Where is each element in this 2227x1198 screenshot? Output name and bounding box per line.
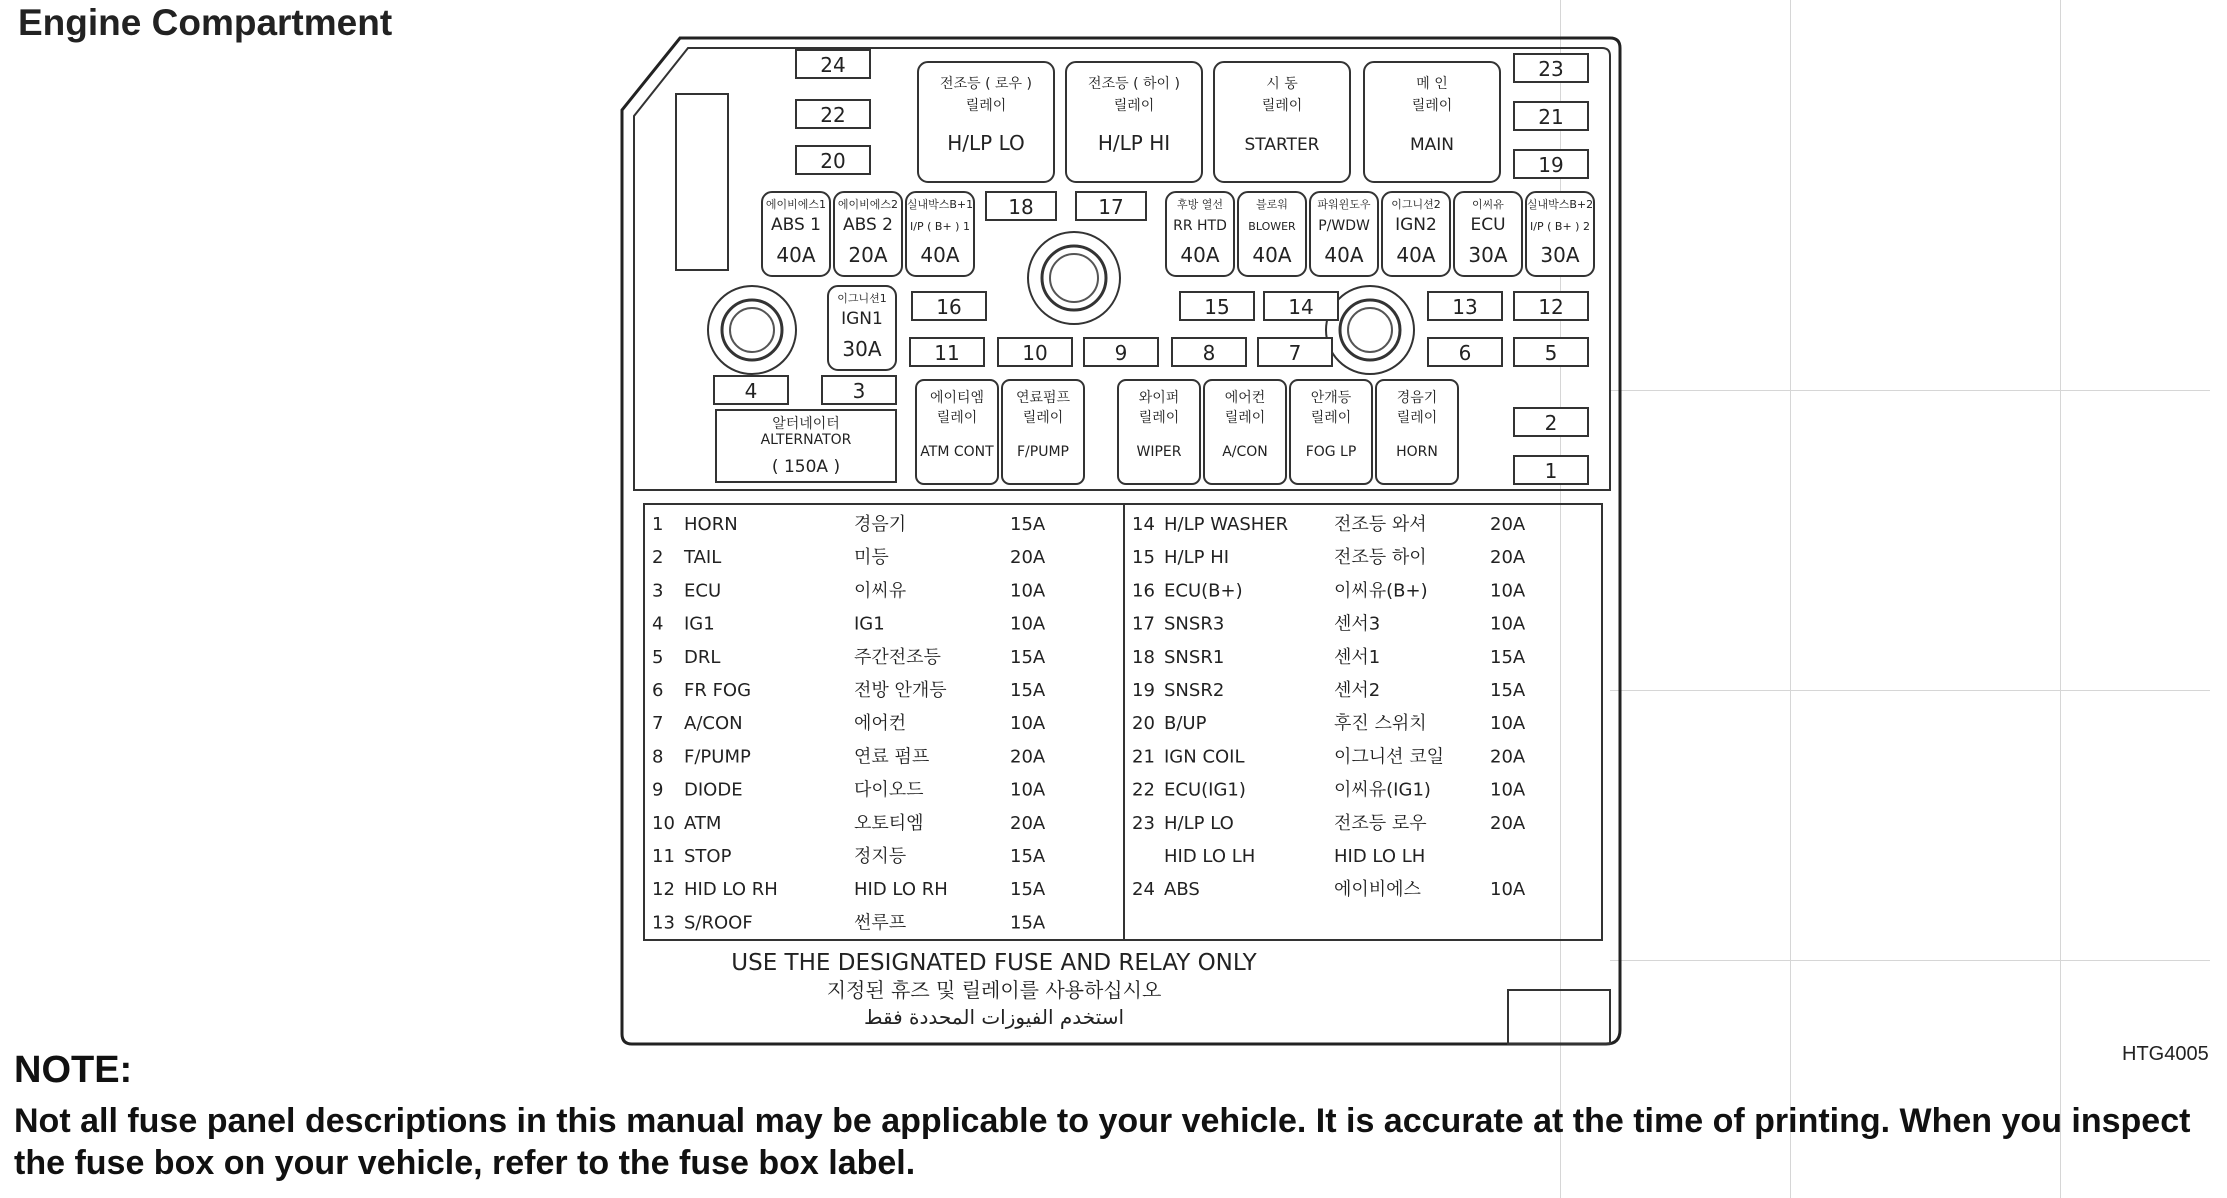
svg-text:WIPER: WIPER bbox=[1136, 444, 1182, 460]
svg-text:7: 7 bbox=[1288, 341, 1302, 365]
fuse-rating: 10A bbox=[1490, 713, 1526, 735]
slot-16 bbox=[912, 292, 986, 320]
svg-text:FOG LP: FOG LP bbox=[1305, 444, 1357, 460]
svg-text:40A: 40A bbox=[776, 243, 816, 267]
svg-text:20A: 20A bbox=[848, 243, 888, 267]
table-row bbox=[652, 514, 1046, 535]
svg-text:18: 18 bbox=[1008, 195, 1034, 219]
table-row bbox=[1132, 780, 1526, 801]
table-row bbox=[652, 614, 1046, 635]
svg-text:블로워: 블로워 bbox=[1256, 198, 1288, 211]
svg-text:P/WDW: P/WDW bbox=[1318, 218, 1370, 234]
table-row bbox=[1132, 680, 1526, 701]
fuse-name: DRL bbox=[684, 646, 721, 668]
table-row bbox=[1132, 712, 1526, 734]
fuse-name-korean: 미등 bbox=[854, 547, 889, 569]
svg-text:19: 19 bbox=[1538, 153, 1564, 177]
fuse-name-korean: 썬루프 bbox=[854, 912, 907, 934]
svg-text:릴레이: 릴레이 bbox=[1396, 410, 1438, 426]
slot-11 bbox=[910, 338, 984, 366]
table-row bbox=[652, 580, 1046, 601]
slot-12 bbox=[1514, 292, 1588, 320]
svg-text:H/LP LO: H/LP LO bbox=[947, 131, 1025, 155]
page-title: Engine Compartment bbox=[18, 2, 393, 43]
svg-text:릴레이: 릴레이 bbox=[965, 98, 1007, 114]
svg-text:23: 23 bbox=[1538, 57, 1564, 81]
fuse-name: H/LP LO bbox=[1164, 812, 1234, 834]
slot-20 bbox=[796, 146, 870, 174]
fusible-ign1 bbox=[828, 286, 896, 370]
svg-text:40A: 40A bbox=[1396, 243, 1436, 267]
table-row bbox=[1132, 614, 1526, 635]
fuse-number: 9 bbox=[652, 779, 664, 801]
svg-text:14: 14 bbox=[1288, 295, 1314, 319]
table-row bbox=[652, 912, 1046, 933]
svg-text:A/CON: A/CON bbox=[1222, 444, 1268, 460]
slot-5 bbox=[1514, 338, 1588, 366]
fuse-number: 13 bbox=[652, 912, 675, 934]
fuse-number: 21 bbox=[1132, 746, 1155, 768]
svg-text:실내박스B+2: 실내박스B+2 bbox=[1526, 198, 1594, 211]
fuse-name-korean: 센서2 bbox=[1334, 680, 1381, 701]
ghost-line bbox=[1610, 960, 2210, 961]
slot-6 bbox=[1428, 338, 1502, 366]
svg-text:릴레이: 릴레이 bbox=[936, 410, 978, 426]
fuse-number: 12 bbox=[652, 879, 675, 901]
svg-text:I/P ( B+ ) 1: I/P ( B+ ) 1 bbox=[910, 220, 970, 233]
svg-text:30A: 30A bbox=[1540, 243, 1580, 267]
slot-23 bbox=[1514, 54, 1588, 82]
fuse-name: ECU(B+) bbox=[1164, 580, 1243, 602]
svg-text:5: 5 bbox=[1544, 341, 1558, 365]
fusible-pwdw bbox=[1310, 192, 1378, 276]
fuse-number: 14 bbox=[1132, 514, 1155, 535]
bolt-terminal bbox=[1326, 286, 1414, 374]
fusible-ip-b2 bbox=[1526, 192, 1594, 276]
svg-text:MAIN: MAIN bbox=[1409, 135, 1455, 155]
relay-wiper bbox=[1118, 380, 1200, 484]
relay-hlp-lo bbox=[918, 62, 1054, 182]
slot-22 bbox=[796, 100, 870, 128]
fuse-number: 8 bbox=[652, 746, 664, 768]
fuse-name: ECU bbox=[684, 580, 722, 602]
fuse-name-korean: 전조등 로우 bbox=[1334, 812, 1427, 834]
relay-main bbox=[1364, 62, 1500, 182]
svg-text:40A: 40A bbox=[920, 243, 960, 267]
relay-acon bbox=[1204, 380, 1286, 484]
table-row bbox=[1132, 746, 1526, 767]
svg-text:ALTERNATOR: ALTERNATOR bbox=[760, 432, 852, 448]
table-row bbox=[652, 779, 1046, 801]
note-heading: NOTE: bbox=[14, 1049, 133, 1091]
svg-text:IGN2: IGN2 bbox=[1395, 215, 1437, 235]
fuse-rating: 15A bbox=[1010, 646, 1046, 668]
fuse-name-korean: IG1 bbox=[854, 613, 885, 635]
slot-19 bbox=[1514, 150, 1588, 178]
fuse-rating: 20A bbox=[1490, 812, 1526, 834]
fuse-name-korean: 다이오드 bbox=[854, 779, 924, 801]
table-row bbox=[652, 547, 1046, 568]
fusible-alternator bbox=[716, 410, 896, 482]
table-row bbox=[652, 879, 1046, 900]
fuse-name-korean: 정지등 bbox=[854, 846, 907, 867]
svg-text:6: 6 bbox=[1458, 341, 1472, 365]
fuse-name: ABS bbox=[1164, 879, 1200, 901]
svg-text:I/P ( B+ ) 2: I/P ( B+ ) 2 bbox=[1530, 220, 1590, 233]
diagram-code: HTG4005 bbox=[2122, 1043, 2209, 1065]
fuse-name: S/ROOF bbox=[684, 912, 753, 934]
svg-text:15: 15 bbox=[1204, 295, 1230, 319]
fuse-name: B/UP bbox=[1164, 713, 1207, 735]
fuse-rating: 20A bbox=[1010, 746, 1046, 768]
slot-3 bbox=[822, 376, 896, 404]
svg-text:릴레이: 릴레이 bbox=[1224, 410, 1266, 426]
svg-text:ABS 1: ABS 1 bbox=[770, 215, 822, 235]
relay-fog-lp bbox=[1290, 380, 1372, 484]
slot-2 bbox=[1514, 408, 1588, 436]
fuse-name: SNSR3 bbox=[1164, 613, 1225, 635]
fuse-name-korean: 오토티엠 bbox=[854, 812, 924, 834]
fuse-name: SNSR2 bbox=[1164, 680, 1225, 701]
relay-hlp-hi bbox=[1066, 62, 1202, 182]
table-row bbox=[1132, 879, 1526, 900]
svg-text:릴레이: 릴레이 bbox=[1310, 410, 1352, 426]
slot-24 bbox=[796, 50, 870, 78]
svg-text:17: 17 bbox=[1098, 195, 1124, 219]
fuse-rating: 10A bbox=[1490, 613, 1526, 635]
fuse-rating: 10A bbox=[1010, 713, 1046, 735]
svg-text:40A: 40A bbox=[1324, 243, 1364, 267]
table-row bbox=[1132, 580, 1526, 601]
svg-text:에이티엠: 에이티엠 bbox=[929, 390, 985, 406]
table-row bbox=[1132, 813, 1526, 834]
warning-arabic: استخدم الفيوزات المحددة فقط bbox=[863, 1005, 1125, 1029]
fuse-number: 17 bbox=[1132, 613, 1155, 635]
svg-text:ECU: ECU bbox=[1470, 215, 1506, 235]
svg-text:8: 8 bbox=[1202, 341, 1216, 365]
fuse-number: 11 bbox=[652, 846, 675, 867]
fuse-rating: 20A bbox=[1490, 514, 1526, 535]
fuse-name-korean: 전조등 와셔 bbox=[1334, 514, 1427, 535]
table-row bbox=[1132, 547, 1526, 568]
slot-9 bbox=[1084, 338, 1158, 366]
fuse-number: 2 bbox=[652, 547, 664, 569]
fusible-rr-htd bbox=[1166, 192, 1234, 276]
fuse-box-diagram bbox=[620, 30, 1630, 1050]
fuse-number: 15 bbox=[1132, 547, 1155, 569]
svg-text:30A: 30A bbox=[842, 337, 882, 361]
fuse-number: 3 bbox=[652, 580, 664, 602]
svg-text:40A: 40A bbox=[1252, 243, 1292, 267]
svg-text:20: 20 bbox=[820, 149, 846, 173]
fuse-number: 16 bbox=[1132, 580, 1155, 602]
fusible-blower bbox=[1238, 192, 1306, 276]
fuse-name: ECU(IG1) bbox=[1164, 779, 1246, 801]
svg-text:메 인: 메 인 bbox=[1416, 76, 1448, 92]
svg-text:12: 12 bbox=[1538, 295, 1564, 319]
blank-slot bbox=[676, 94, 728, 270]
fusible-ecu bbox=[1454, 192, 1522, 276]
ghost-line bbox=[2060, 0, 2061, 1198]
slot-8 bbox=[1172, 338, 1246, 366]
fusible-ip-b1 bbox=[906, 192, 974, 276]
svg-text:F/PUMP: F/PUMP bbox=[1017, 444, 1069, 460]
svg-text:연료펌프: 연료펌프 bbox=[1015, 390, 1071, 406]
fuse-number: 7 bbox=[652, 713, 664, 735]
fuse-name: TAIL bbox=[684, 547, 722, 569]
fuse-name: HORN bbox=[684, 514, 738, 535]
svg-text:릴레이: 릴레이 bbox=[1138, 410, 1180, 426]
fuse-name: IG1 bbox=[684, 613, 715, 635]
fuse-name-korean: 센서3 bbox=[1334, 613, 1381, 635]
fuse-name: STOP bbox=[684, 846, 732, 867]
fuse-name-korean: 이씨유 bbox=[854, 580, 907, 602]
fuse-name: ATM bbox=[684, 812, 722, 834]
fuse-name-korean: 후진 스위치 bbox=[1334, 713, 1427, 735]
svg-text:( 150A ): ( 150A ) bbox=[771, 457, 841, 477]
svg-text:에이비에스1: 에이비에스1 bbox=[765, 198, 827, 211]
fuse-rating: 10A bbox=[1490, 580, 1526, 602]
fuse-rating: 20A bbox=[1010, 547, 1046, 569]
fuse-rating: 15A bbox=[1490, 646, 1526, 668]
fuse-name: DIODE bbox=[684, 779, 743, 801]
slot-17 bbox=[1076, 192, 1146, 220]
svg-text:릴레이: 릴레이 bbox=[1022, 410, 1064, 426]
svg-text:24: 24 bbox=[820, 53, 846, 77]
slot-15 bbox=[1180, 292, 1254, 320]
table-row bbox=[652, 712, 1046, 734]
fuse-name: SNSR1 bbox=[1164, 646, 1225, 668]
table-row bbox=[652, 647, 1046, 668]
fuse-rating: 15A bbox=[1010, 514, 1046, 535]
svg-text:이그니션1: 이그니션1 bbox=[837, 292, 887, 305]
svg-text:이씨유: 이씨유 bbox=[1472, 198, 1504, 211]
fuse-name-korean: 에어컨 bbox=[854, 713, 907, 735]
svg-text:릴레이: 릴레이 bbox=[1411, 98, 1453, 114]
slot-21 bbox=[1514, 102, 1588, 130]
ghost-line bbox=[1610, 390, 2210, 391]
relay-atm-cont bbox=[916, 380, 998, 484]
fuse-number: 23 bbox=[1132, 812, 1155, 834]
fuse-name-korean: HID LO LH bbox=[1334, 846, 1426, 867]
table-row bbox=[1132, 513, 1526, 535]
fuse-rating: 15A bbox=[1490, 680, 1526, 701]
svg-text:16: 16 bbox=[936, 295, 962, 319]
svg-text:릴레이: 릴레이 bbox=[1113, 98, 1155, 114]
ghost-line bbox=[1610, 690, 2210, 691]
svg-text:21: 21 bbox=[1538, 105, 1564, 129]
table-row bbox=[1132, 647, 1526, 668]
svg-text:10: 10 bbox=[1022, 341, 1048, 365]
fuse-name: A/CON bbox=[684, 713, 743, 735]
fuse-number: 5 bbox=[652, 646, 664, 668]
fuse-rating: 20A bbox=[1490, 547, 1526, 569]
fusible-ign2 bbox=[1382, 192, 1450, 276]
svg-text:알터네이터: 알터네이터 bbox=[772, 416, 840, 432]
svg-text:30A: 30A bbox=[1468, 243, 1508, 267]
svg-text:이그니션2: 이그니션2 bbox=[1391, 198, 1441, 211]
fuse-rating: 10A bbox=[1490, 779, 1526, 801]
slot-4 bbox=[714, 376, 788, 404]
bolt-terminal bbox=[708, 286, 796, 374]
ghost-line bbox=[1790, 0, 1791, 1198]
warning-korean: 지정된 휴즈 및 릴레이를 사용하십시오 bbox=[826, 978, 1162, 1002]
svg-text:실내박스B+1: 실내박스B+1 bbox=[906, 198, 974, 211]
svg-text:에어컨: 에어컨 bbox=[1224, 390, 1266, 406]
fuse-name-korean: 이씨유(IG1) bbox=[1334, 779, 1431, 801]
relay-horn bbox=[1376, 380, 1458, 484]
fuse-rating: 20A bbox=[1490, 746, 1526, 768]
svg-text:경음기: 경음기 bbox=[1396, 390, 1438, 406]
note-body: Not all fuse panel descriptions in this manual may be applicable to your vehicle. It is accurate at the time of printing. When you inspect the fuse box on your vehicle, refer to the fuse box label. bbox=[14, 1102, 2191, 1182]
svg-text:시 동: 시 동 bbox=[1266, 76, 1298, 92]
svg-text:HORN: HORN bbox=[1396, 444, 1438, 460]
fuse-name-korean: 이씨유(B+) bbox=[1334, 580, 1428, 602]
fuse-number: 6 bbox=[652, 680, 664, 701]
fuse-rating: 10A bbox=[1010, 613, 1046, 635]
fuse-name: H/LP WASHER bbox=[1164, 514, 1289, 535]
fusible-abs2 bbox=[834, 192, 902, 276]
fuse-name-korean: HID LO RH bbox=[854, 879, 948, 901]
fuse-rating: 15A bbox=[1010, 879, 1046, 901]
warning-english: USE THE DESIGNATED FUSE AND RELAY ONLY bbox=[731, 950, 1257, 976]
fuse-name-korean: 주간전조등 bbox=[854, 646, 941, 668]
fuse-rating: 10A bbox=[1010, 580, 1046, 602]
fuse-number: 22 bbox=[1132, 779, 1155, 801]
svg-text:H/LP HI: H/LP HI bbox=[1097, 131, 1171, 155]
fuse-number: 19 bbox=[1132, 680, 1155, 701]
svg-text:파워윈도우: 파워윈도우 bbox=[1317, 198, 1371, 211]
fuse-number: 24 bbox=[1132, 879, 1155, 901]
table-row bbox=[652, 845, 1046, 867]
svg-text:22: 22 bbox=[820, 103, 846, 127]
svg-text:릴레이: 릴레이 bbox=[1261, 98, 1303, 114]
relay-starter bbox=[1214, 62, 1350, 182]
slot-14 bbox=[1264, 292, 1338, 320]
svg-text:1: 1 bbox=[1544, 459, 1558, 483]
fuse-rating: 15A bbox=[1010, 846, 1046, 867]
svg-text:STARTER: STARTER bbox=[1244, 135, 1320, 155]
fuse-table-left bbox=[652, 514, 1046, 933]
fuse-number: 1 bbox=[652, 514, 664, 535]
fuse-name: IGN COIL bbox=[1164, 746, 1245, 768]
fusible-abs1 bbox=[762, 192, 830, 276]
fuse-name: H/LP HI bbox=[1164, 547, 1230, 569]
table-row bbox=[652, 812, 1046, 834]
fuse-table-right bbox=[1132, 513, 1526, 900]
bolt-terminal bbox=[1028, 232, 1120, 324]
table-row bbox=[652, 679, 1046, 701]
fuse-rating: 15A bbox=[1010, 912, 1046, 934]
svg-text:ATM CONT: ATM CONT bbox=[920, 444, 994, 460]
fuse-box-tab bbox=[1508, 990, 1610, 1044]
fuse-name: F/PUMP bbox=[684, 746, 751, 768]
fuse-number: 20 bbox=[1132, 713, 1155, 735]
svg-text:3: 3 bbox=[852, 379, 866, 403]
svg-text:13: 13 bbox=[1452, 295, 1478, 319]
fuse-name-korean: 센서1 bbox=[1334, 646, 1381, 668]
fuse-rating: 20A bbox=[1010, 812, 1046, 834]
fuse-name-korean: 에이비에스 bbox=[1334, 879, 1421, 901]
svg-text:4: 4 bbox=[744, 379, 758, 403]
fuse-name-korean: 연료 펌프 bbox=[854, 746, 930, 768]
svg-text:40A: 40A bbox=[1180, 243, 1220, 267]
relay-fpump bbox=[1002, 380, 1084, 484]
svg-text:BLOWER: BLOWER bbox=[1248, 220, 1296, 233]
svg-text:IGN1: IGN1 bbox=[841, 309, 883, 329]
svg-text:ABS 2: ABS 2 bbox=[842, 215, 894, 235]
svg-text:와이퍼: 와이퍼 bbox=[1138, 390, 1180, 406]
fuse-rating: 10A bbox=[1010, 779, 1046, 801]
table-row bbox=[652, 745, 1046, 767]
slot-18 bbox=[986, 192, 1056, 220]
svg-text:안개등: 안개등 bbox=[1310, 390, 1352, 406]
svg-text:11: 11 bbox=[934, 341, 960, 365]
svg-text:후방 열선: 후방 열선 bbox=[1176, 198, 1224, 211]
svg-text:2: 2 bbox=[1544, 411, 1558, 435]
fuse-number: 18 bbox=[1132, 646, 1155, 668]
fuse-name: HID LO LH bbox=[1164, 846, 1256, 867]
fuse-name-korean: 이그니션 코일 bbox=[1334, 746, 1445, 768]
svg-text:에이비에스2: 에이비에스2 bbox=[837, 198, 899, 211]
slot-10 bbox=[998, 338, 1072, 366]
svg-text:RR HTD: RR HTD bbox=[1173, 218, 1227, 234]
svg-text:전조등 ( 로우 ): 전조등 ( 로우 ) bbox=[940, 76, 1032, 92]
fuse-rating: 15A bbox=[1010, 680, 1046, 701]
fuse-name: HID LO RH bbox=[684, 879, 778, 901]
fuse-rating: 10A bbox=[1490, 879, 1526, 901]
svg-text:전조등 ( 하이 ): 전조등 ( 하이 ) bbox=[1088, 76, 1180, 92]
slot-7 bbox=[1258, 338, 1332, 366]
svg-text:9: 9 bbox=[1114, 341, 1128, 365]
fuse-name-korean: 전조등 하이 bbox=[1334, 547, 1427, 569]
fuse-number: 10 bbox=[652, 812, 675, 834]
fuse-name: FR FOG bbox=[684, 680, 752, 701]
fuse-number: 4 bbox=[652, 613, 664, 635]
fuse-name-korean: 전방 안개등 bbox=[854, 680, 947, 701]
table-row bbox=[1164, 846, 1425, 867]
slot-13 bbox=[1428, 292, 1502, 320]
slot-1 bbox=[1514, 456, 1588, 484]
fuse-name-korean: 경음기 bbox=[854, 514, 907, 535]
